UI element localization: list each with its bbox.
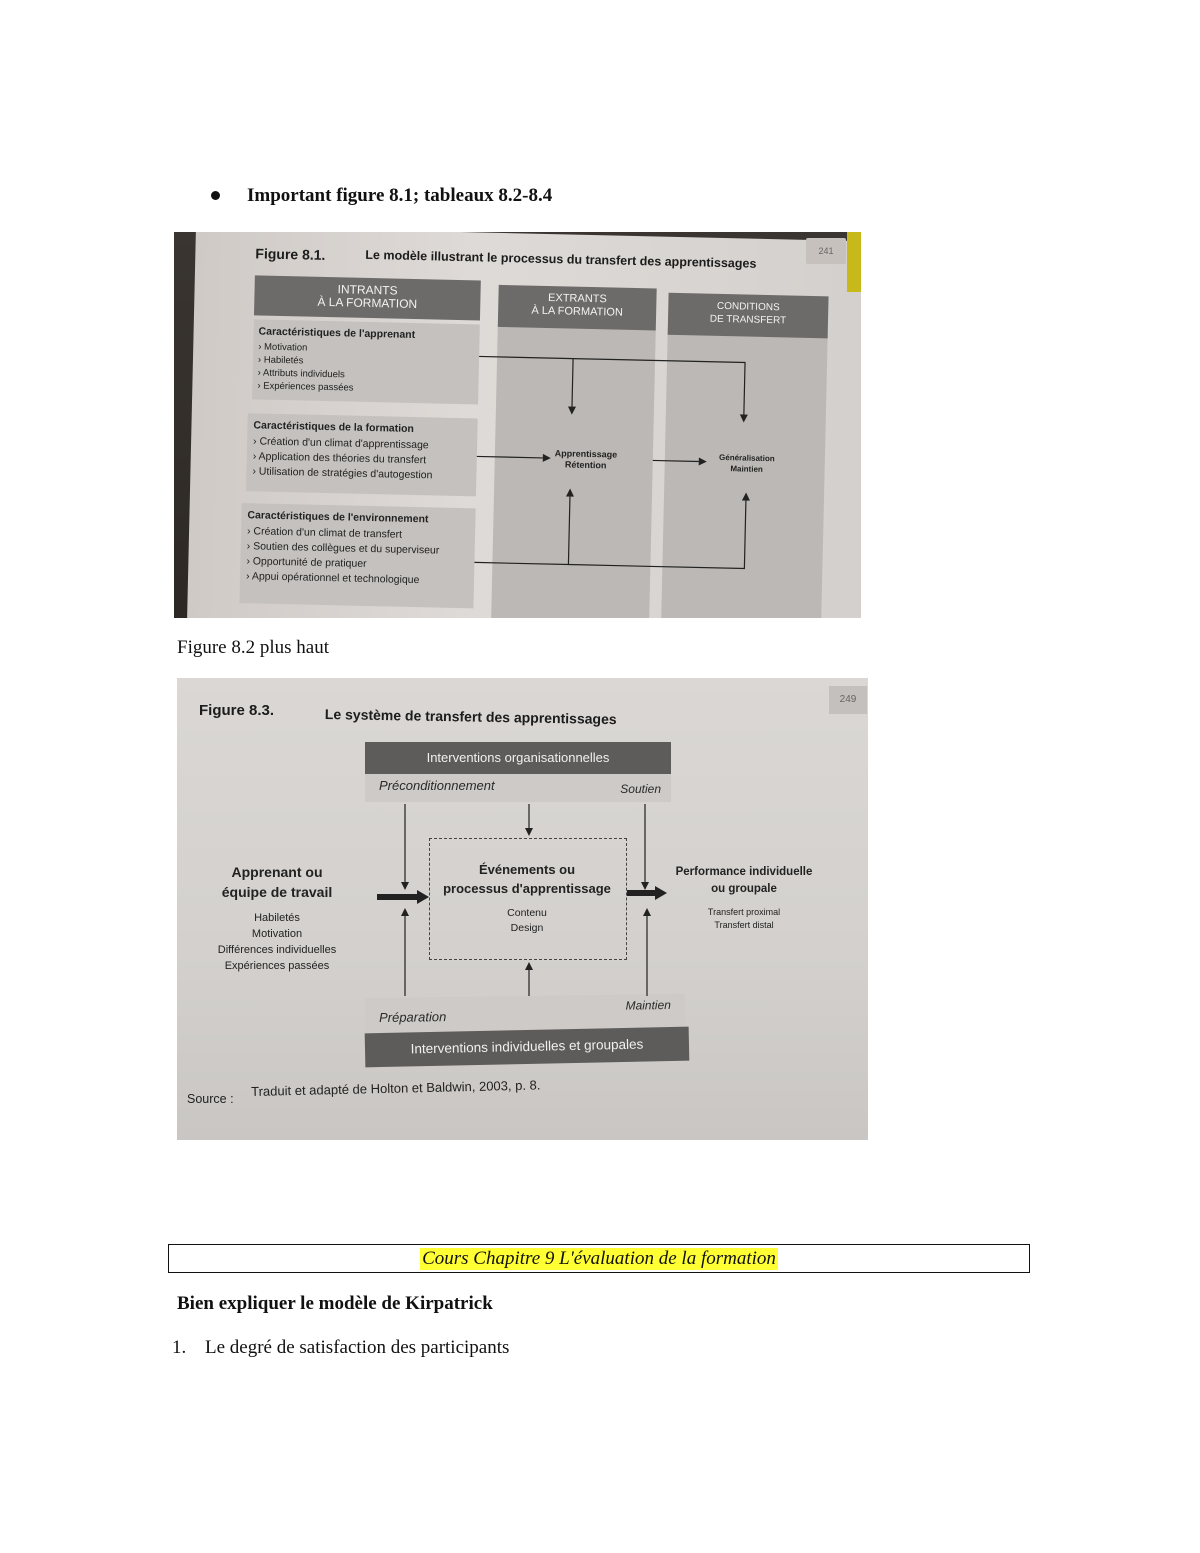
bullet-icon bbox=[211, 191, 220, 200]
events-title-line: Événements ou bbox=[478, 862, 576, 877]
figure-8-3-photo bbox=[177, 678, 868, 1140]
figure-label: Figure 8.3. bbox=[199, 702, 275, 719]
block-formation-item: › Application des théories du transfert bbox=[252, 450, 427, 467]
events-title-line: processus d'apprentissage bbox=[443, 881, 611, 896]
events-item: Design bbox=[510, 922, 544, 934]
block-apprenant-item: › Motivation bbox=[258, 341, 308, 354]
figure-title: Le système de transfert des apprentissages bbox=[324, 706, 617, 728]
block-apprenant-item: › Attributs individuels bbox=[257, 367, 345, 381]
output-item: Apprentissage bbox=[554, 448, 618, 460]
condition-item: Maintien bbox=[730, 464, 763, 474]
block-apprenant-title: Caractéristiques de l'apprenant bbox=[258, 325, 416, 341]
subheading: Bien expliquer le modèle de Kirpatrick bbox=[177, 1293, 493, 1314]
bottom-bar: Interventions individuelles et groupales bbox=[365, 1027, 690, 1068]
figure-8-3-connectors bbox=[177, 678, 868, 1140]
block-environnement-item: › Appui opérationnel et technologique bbox=[245, 570, 420, 587]
bottom-left-label: Préparation bbox=[378, 1009, 447, 1026]
figure-8-1-connectors bbox=[186, 232, 861, 618]
header-conditions-line1: CONDITIONS bbox=[716, 300, 780, 314]
page-number: 241 bbox=[806, 238, 846, 264]
list-item: Le degré de satisfaction des participants bbox=[205, 1337, 510, 1358]
performance-title-line: Performance individuelle bbox=[675, 866, 813, 878]
learner-title-line: équipe de travail bbox=[221, 884, 333, 900]
source-label: Source : bbox=[187, 1092, 234, 1106]
block-environnement-title: Caractéristiques de l'environnement bbox=[247, 509, 429, 526]
figure-8-1-photo bbox=[174, 232, 861, 618]
output-item: Rétention bbox=[564, 459, 607, 471]
page-number: 249 bbox=[829, 686, 867, 714]
chapter-heading: Cours Chapitre 9 L'évaluation de la formation bbox=[422, 1248, 776, 1269]
block-environnement-item: › Soutien des collègues et du superviseur bbox=[246, 540, 440, 557]
chapter-heading-box bbox=[168, 1244, 1030, 1273]
figure-label: Figure 8.1. bbox=[255, 245, 326, 263]
learner-item: Expériences passées bbox=[224, 960, 330, 972]
performance-item: Transfert proximal bbox=[707, 907, 781, 917]
block-formation-item: › Utilisation de stratégies d'autogestion bbox=[252, 465, 433, 482]
source-text: Traduit et adapté de Holton et Baldwin, 2003, p. 8. bbox=[251, 1077, 541, 1099]
conditions-box bbox=[707, 452, 787, 476]
learner-item: Motivation bbox=[251, 928, 303, 940]
learner-item: Habiletés bbox=[254, 912, 300, 924]
condition-item: Généralisation bbox=[718, 452, 775, 464]
block-apprenant-item: › Expériences passées bbox=[257, 380, 354, 394]
book-page bbox=[186, 232, 861, 618]
header-extrants-line1: EXTRANTS bbox=[547, 292, 607, 306]
yellow-tab bbox=[847, 232, 861, 292]
performance-item: Transfert distal bbox=[714, 920, 774, 930]
events-item: Contenu bbox=[507, 907, 547, 919]
caption-figure-8-2: Figure 8.2 plus haut bbox=[177, 637, 329, 658]
header-conditions-line2: DE TRANSFERT bbox=[709, 313, 787, 327]
block-formation-item: › Création d'un climat d'apprentissage bbox=[252, 435, 429, 452]
bottom-right-label: Maintien bbox=[625, 997, 671, 1013]
bullet-text: Important figure 8.1; tableaux 8.2-8.4 bbox=[247, 185, 553, 206]
performance-title-line: ou groupale bbox=[711, 883, 777, 895]
header-intrants-line2: À LA FORMATION bbox=[317, 294, 418, 312]
top-bar: Interventions organisationnelles bbox=[365, 742, 671, 774]
outputs-box bbox=[541, 448, 631, 472]
block-apprenant-item: › Habiletés bbox=[257, 354, 304, 367]
top-left-label: Préconditionnement bbox=[379, 778, 495, 793]
block-environnement-item: › Création d'un climat de transfert bbox=[246, 525, 403, 541]
header-extrants-line2: À LA FORMATION bbox=[531, 304, 624, 319]
top-right-label: Soutien bbox=[620, 782, 661, 796]
block-environnement-item: › Opportunité de pratiquer bbox=[246, 555, 367, 570]
header-intrants-line1: INTRANTS bbox=[337, 282, 398, 298]
block-formation-title: Caractéristiques de la formation bbox=[253, 419, 415, 435]
list-item-number: 1. bbox=[172, 1337, 187, 1358]
learner-title-line: Apprenant ou bbox=[231, 864, 323, 880]
figure-title: Le modèle illustrant le processus du transfert des apprentissages bbox=[365, 247, 757, 271]
learner-item: Différences individuelles bbox=[217, 944, 337, 956]
